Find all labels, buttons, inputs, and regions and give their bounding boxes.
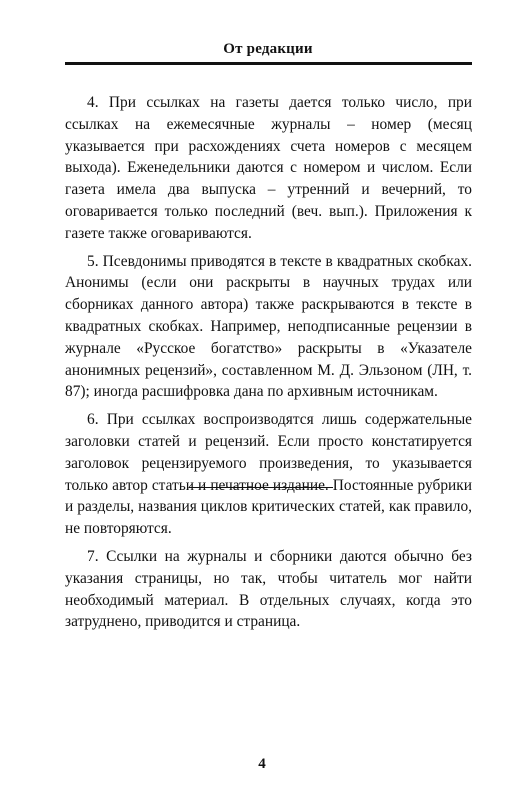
header-rule xyxy=(65,62,472,65)
paragraph-4: 4. При ссылках на газеты дается только число, при ссылках на ежемесячные журналы – номер (месяц указывается при расхождениях счета номеров с месяцем выхода). Еженедельники даются с номером и числом. Если газета имела два выпуска – утренний и вечерний, то оговаривается только последний (веч. вып.). Приложения к газете также оговариваются. xyxy=(65,94,472,242)
paragraph-6: 6. При ссылках воспроизводятся лишь содержательные заголовки статей и рецензий. Если просто констатируется заголовок рецензируемого произведения, то указывается только автор статьи и печатное издание. Постоянные рубрики и разделы, названия циклов критических статей, как правило, не повторяются. xyxy=(65,411,472,538)
paragraph-5: 5. Псевдонимы приводятся в тексте в квадратных скобках. Анонимы (если они раскрыты в научных трудах или сборниках данного автора) также раскрываются в тексте в квадратных скобках. Например, неподписанные рецензии в журнале «Русское богатство» раскрыты в «Указателе анонимных рецензий», составленном М. Д. Эльзоном (ЛН, т. 87); иногда расшифровка дана по архивным источникам. xyxy=(65,252,472,401)
page-number: 4 xyxy=(258,756,266,772)
paragraph-7: 7. Ссылки на журналы и сборники даются обычно без указания страницы, но так, чтобы читатель мог найти необходимый материал. В отдельных случаях, когда это затруднено, приводится и страница. xyxy=(65,547,472,631)
running-title: От редакции xyxy=(223,41,313,57)
section-end-rule xyxy=(189,487,333,488)
body-text xyxy=(65,92,472,639)
